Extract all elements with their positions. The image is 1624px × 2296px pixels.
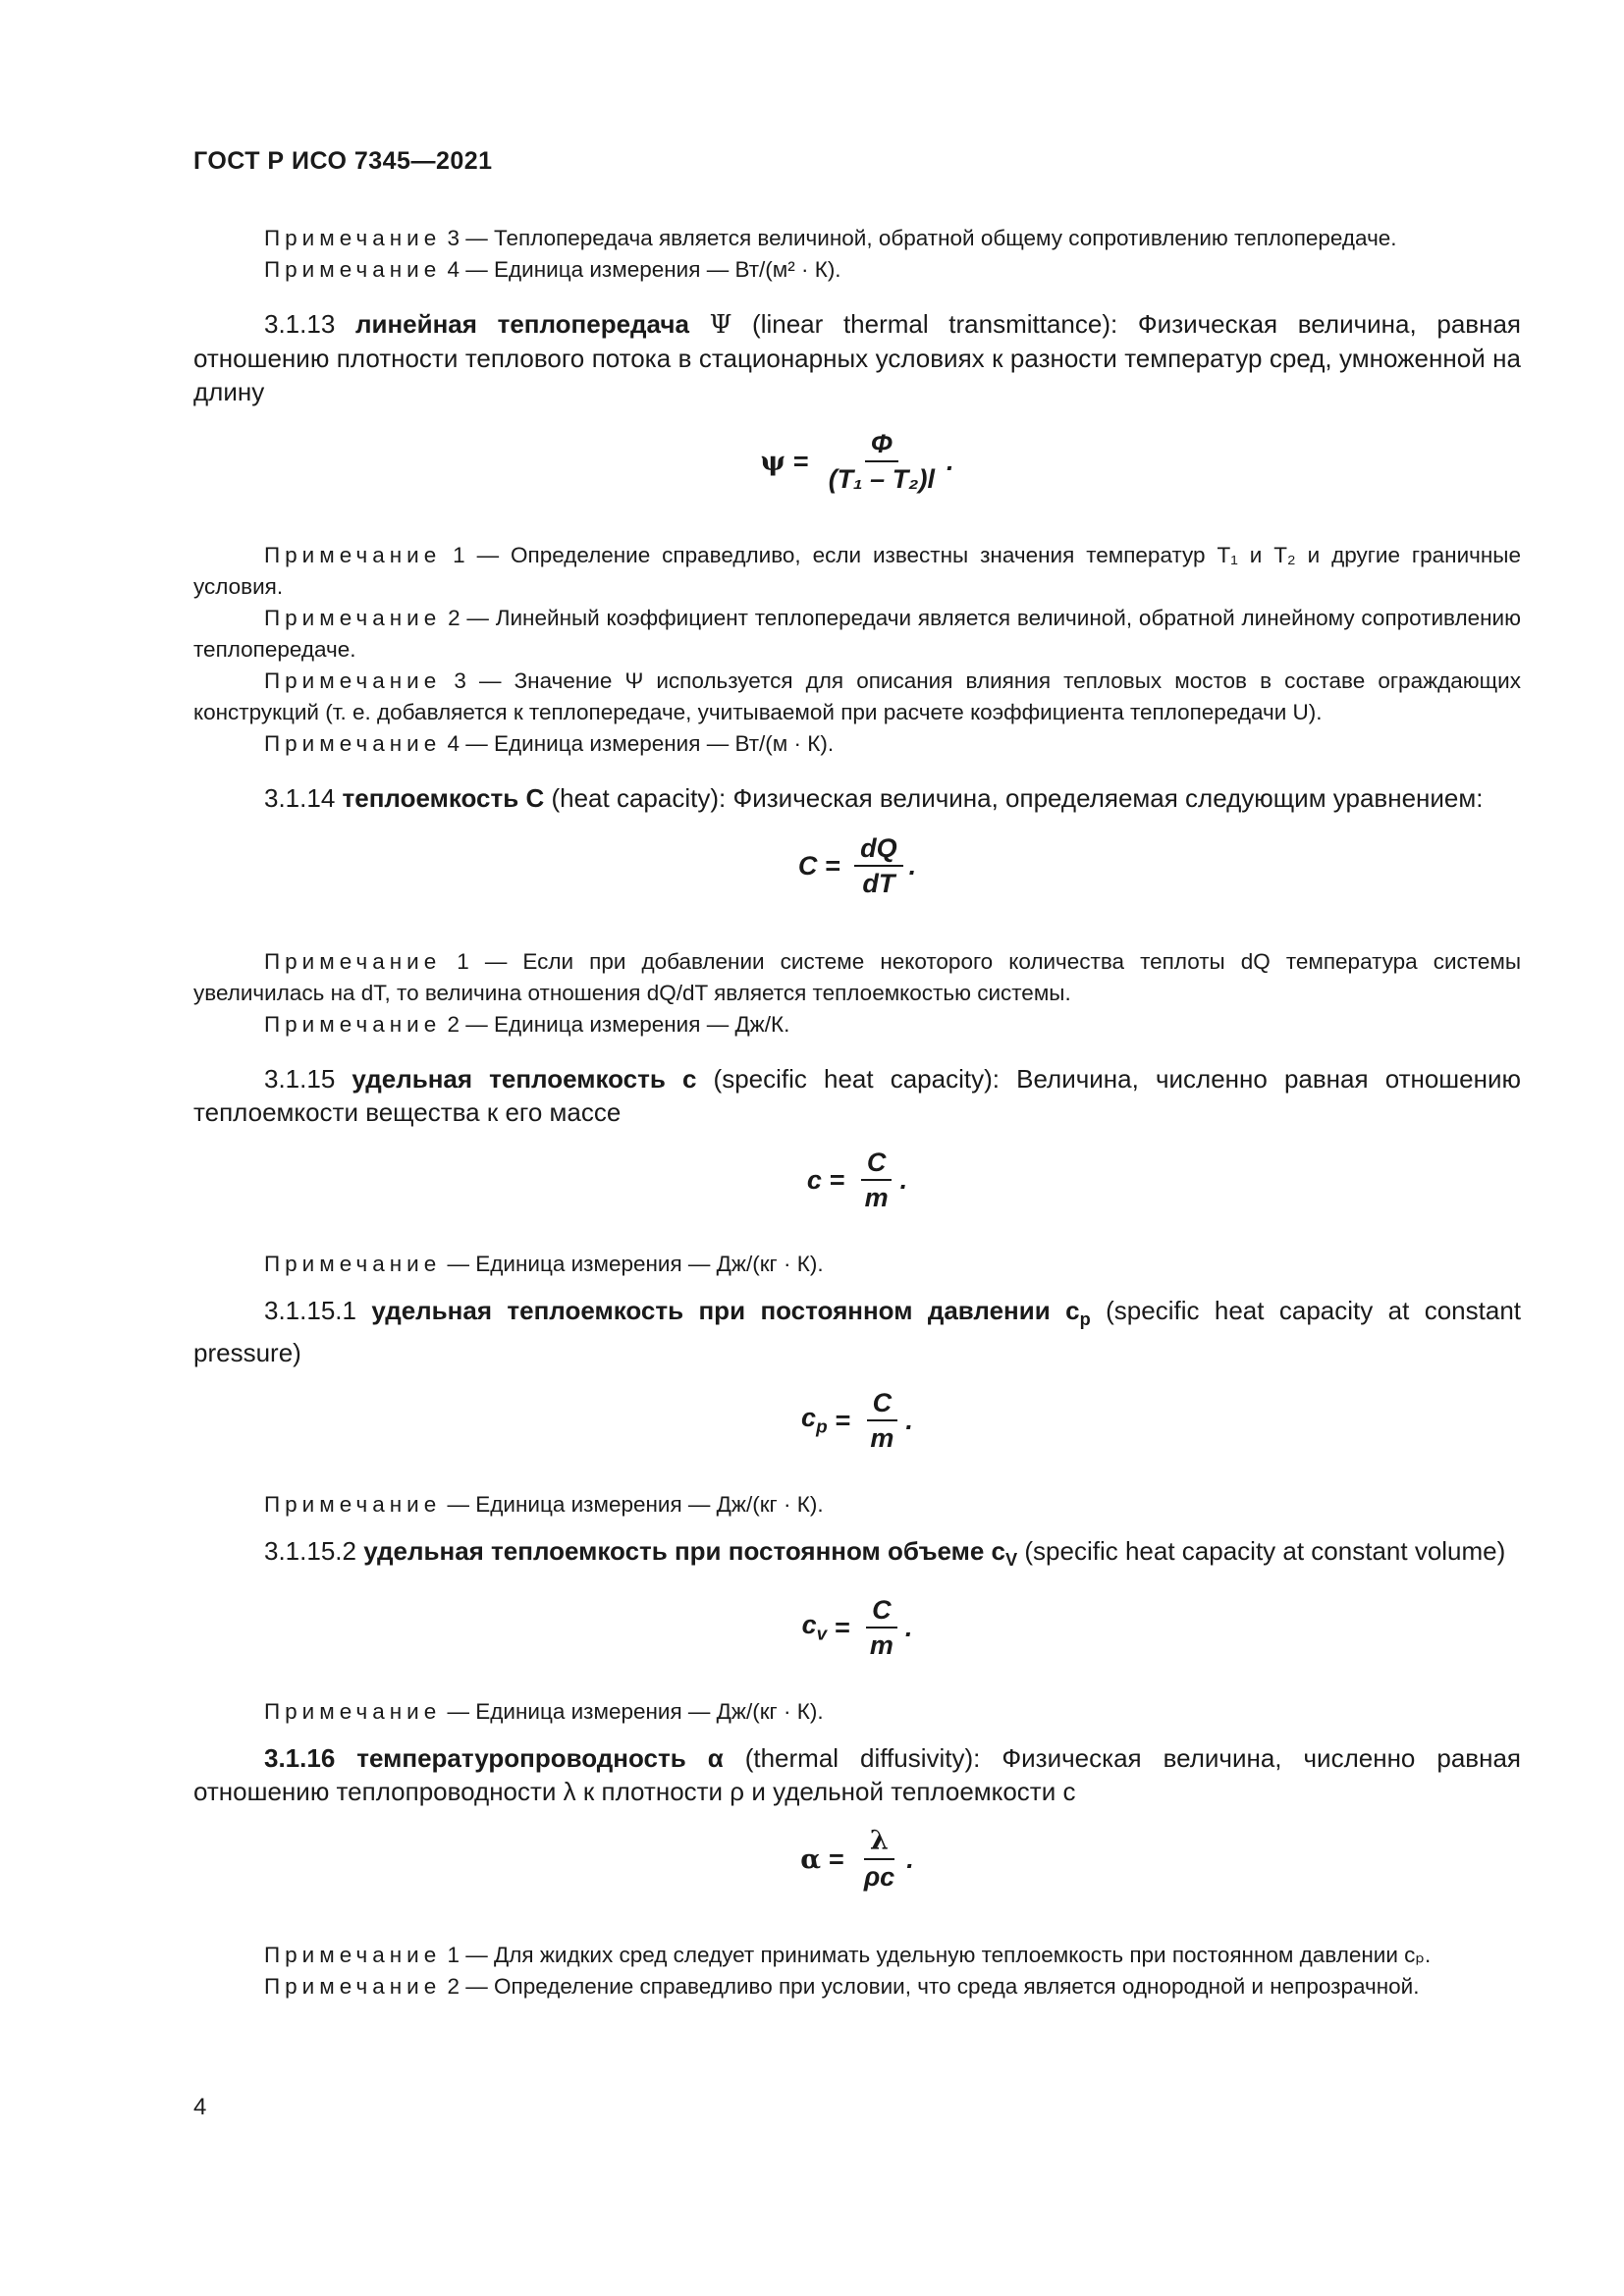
note-text: — Определение справедливо, если известны значения температур T₁ и T₂ и другие граничные условия. [193,543,1521,599]
term: теплоемкость C [342,783,545,813]
term-text: удельная теплоемкость при постоянном объеме c [363,1536,1006,1567]
note-3-1-16-1 [193,1940,1521,1971]
formula-denominator: ρc [863,1862,895,1893]
formula-numerator: C [867,1388,898,1421]
formula-numerator: C [866,1595,897,1629]
note-text: — Единица измерения — Дж/К. [460,1012,790,1037]
note-3-1-13-4 [193,728,1521,760]
term-english: (specific heat capacity at constant volume) [1024,1536,1506,1567]
note-3-1-14-2 [193,1009,1521,1041]
formula-denominator: m [869,1630,893,1661]
formula-lhs-sub: p [816,1416,828,1438]
section-3-1-14 [193,781,1521,815]
formula-lhs-sub: v [816,1624,828,1645]
term-english: (specific heat capacity): [713,1064,1000,1094]
formula-fraction [823,429,941,494]
section-number: 3.1.15 [264,1064,336,1094]
term-english: (thermal diffusivity): [744,1743,981,1774]
note-label: Примечание [264,543,442,567]
formula-eq: = [792,446,809,476]
term: температуропроводность α [356,1743,724,1774]
formula-lhs [802,1610,828,1645]
note-num: — [447,1699,469,1725]
term-symbol: Ψ [709,310,732,340]
note-label: Примечание [264,731,442,756]
note-label: Примечание [264,1012,442,1037]
formula-end: . [908,850,917,881]
note-num: 3 [447,226,460,250]
note-label: Примечание [264,1492,442,1518]
note-text: — Для жидких сред следует принимать удельную теплоемкость при постоянном давлении cₚ. [460,1943,1432,1968]
formula-cv [193,1582,1521,1673]
note-3-1-16-2 [193,1971,1521,2002]
formula-eq: = [825,850,841,881]
formula-cp [193,1375,1521,1466]
note-text: — Определение справедливо при условии, что среда является однородной и непрозрачной. [460,1974,1420,2000]
formula-fraction [858,1827,900,1892]
section-number: 3.1.13 [264,309,336,339]
note-3-1-13-1 [193,540,1521,603]
term-english: (heat capacity): [551,783,727,813]
note-3-1-15-1 [193,1489,1521,1521]
section-3-1-16 [193,1741,1521,1808]
note-text: Единица измерения — Дж/(кг · К). [469,1252,824,1276]
note-text: — Значение Ψ используется для описания влияния тепловых мостов в составе ограждающих конструкций (т. е. добавляется к теплопередаче, учитываемой при расчете коэффициента теплопередачи U). [193,668,1521,724]
formula-eq: = [829,1164,845,1195]
term [363,1536,1018,1571]
note-label: Примечание [264,226,442,250]
formula-end: . [904,1612,913,1642]
formula-end: . [906,1843,914,1874]
formula-eq: = [835,1405,851,1435]
note-label: Примечание [264,606,442,630]
formula-lhs-text: c [801,1610,817,1640]
page-content [193,223,1521,2002]
formula-lhs-text: c [801,1402,817,1432]
formula-alpha [193,1814,1521,1904]
formula-numerator: Φ [865,429,898,462]
note-label: Примечание [264,949,442,974]
note-num: 1 [453,543,465,567]
formula-fraction [864,1595,899,1660]
note-text: — Единица измерения — Вт/(м · К). [460,731,835,756]
term: удельная теплоемкость c [352,1064,697,1094]
formula-lhs: ψ [760,446,785,477]
term-text: удельная теплоемкость при постоянном давлении c [371,1296,1080,1325]
formula-denominator: (T₁ – T₂)l [828,464,935,494]
section-3-1-15-2 [193,1534,1521,1576]
note-label: Примечание [264,668,442,693]
formula-c-specific [193,1135,1521,1225]
formula-c [193,821,1521,911]
note-num: 1 [457,949,469,974]
formula-eq: = [829,1843,844,1874]
formula-fraction [864,1388,899,1453]
section-3-1-15 [193,1062,1521,1129]
formula-eq: = [835,1612,850,1642]
term-subscript: p [1079,1309,1091,1330]
formula-numerator: dQ [854,833,903,867]
formula-end: . [905,1405,913,1435]
formula-fraction [859,1148,894,1212]
note-num: 1 [447,1943,460,1968]
note-label: Примечание [264,1943,442,1968]
note-num: 2 [447,1012,460,1037]
formula-end: . [946,446,954,476]
note-text: Единица измерения — Дж/(кг · К). [469,1699,824,1725]
section-number: 3.1.16 [264,1743,336,1774]
note-num: 4 [447,257,460,282]
formula-end: . [899,1164,908,1195]
note-num: — [447,1492,469,1518]
formula-denominator: m [864,1183,889,1212]
standard-header: ГОСТ Р ИСО 7345—2021 [193,147,493,175]
formula-numerator: C [861,1148,893,1181]
definition: Физическая величина, равная отношению плотности теплового потока в стационарных условиях к разности температур сред, умноженной на длину [193,309,1521,406]
page-number: 4 [193,2094,207,2120]
section-number: 3.1.15.1 [264,1296,356,1325]
note-num: 2 [447,1974,460,2000]
formula-lhs: α [800,1843,822,1875]
formula-psi [193,416,1521,507]
note-num: — [447,1252,469,1276]
note-text: — Если при добавлении системе некоторого количества теплоты dQ температура системы увеличилась на dT, то величина отношения dQ/dT является теплоемкостью системы. [193,949,1521,1005]
note-label: Примечание [264,257,442,282]
formula-numerator: λ [864,1827,894,1860]
term-english: (linear thermal transmittance): [752,309,1118,339]
formula-lhs: C [797,850,818,881]
formula-lhs: c [806,1164,822,1195]
formula-lhs [801,1403,828,1438]
note-3-1-15-2 [193,1696,1521,1728]
note-label: Примечание [264,1974,442,2000]
definition: Физическая величина, численно равная отношению теплопроводности λ к плотности ρ и удельной теплоемкости c [193,1743,1522,1807]
term-subscript: V [1005,1550,1018,1571]
note-3-1-15 [193,1249,1521,1280]
formula-denominator: dT [862,869,895,898]
formula-fraction [854,833,903,898]
formula-denominator: m [870,1423,894,1454]
section-3-1-15-1 [193,1294,1521,1369]
term-english: (specific heat capacity at constant pressure) [193,1296,1522,1368]
note-text: — Единица измерения — Вт/(м² · К). [460,257,841,282]
section-number: 3.1.15.2 [264,1536,356,1567]
note-top-3 [193,223,1521,254]
term [371,1296,1091,1330]
section-number: 3.1.14 [264,783,336,813]
note-num: 2 [448,606,460,630]
note-label: Примечание [264,1252,442,1276]
section-3-1-13 [193,307,1521,408]
note-text: — Линейный коэффициент теплопередачи является величиной, обратной линейному сопротивлению теплопередаче. [193,606,1521,662]
note-num: 4 [447,731,460,756]
definition: Величина, численно равная отношению теплоемкости вещества к его массе [193,1064,1522,1127]
note-top-4 [193,254,1521,286]
definition: Физическая величина, определяемая следующим уравнением: [732,783,1484,813]
note-label: Примечание [264,1699,442,1725]
note-num: 3 [454,668,466,693]
note-text: Единица измерения — Дж/(кг · К). [469,1492,824,1518]
term: линейная теплопередача [354,309,689,339]
note-3-1-14-1 [193,946,1521,1009]
note-3-1-13-2 [193,603,1521,666]
note-3-1-13-3 [193,666,1521,728]
note-text: — Теплопередача является величиной, обратной общему сопротивлению теплопередаче. [460,226,1397,250]
